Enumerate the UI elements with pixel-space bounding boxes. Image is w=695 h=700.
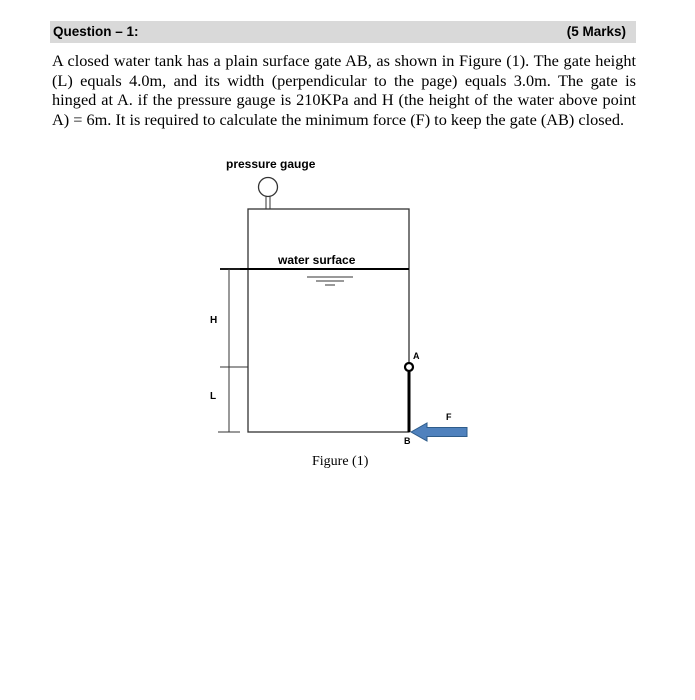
point-label-b: B	[404, 436, 411, 446]
point-label-a: A	[413, 351, 420, 361]
pressure-gauge-label: pressure gauge	[226, 157, 316, 171]
problem-statement: A closed water tank has a plain surface gate AB, as shown in Figure (1). The gate height (L) equals 4.0m, and its width (perpendicular to the page) equals 3.0m. The gate is hinged at A. if the pressure gauge is 210KPa and H (the height of the water above point A) = 6m. It is required to calculate the minimum force (F) to keep the gate (AB) closed.	[52, 51, 636, 129]
figure-caption: Figure (1)	[312, 454, 369, 469]
force-arrow	[411, 423, 467, 441]
question-title: Question – 1:	[53, 24, 139, 39]
water-surface-label: water surface	[278, 253, 356, 267]
dimension-label-l: L	[210, 391, 217, 402]
dimension-label-h: H	[210, 315, 218, 326]
question-marks: (5 Marks)	[566, 24, 626, 39]
force-label-f: F	[446, 412, 452, 422]
hinge-a	[405, 363, 413, 371]
pressure-gauge-dial	[259, 178, 278, 197]
tank-outline	[248, 209, 409, 432]
